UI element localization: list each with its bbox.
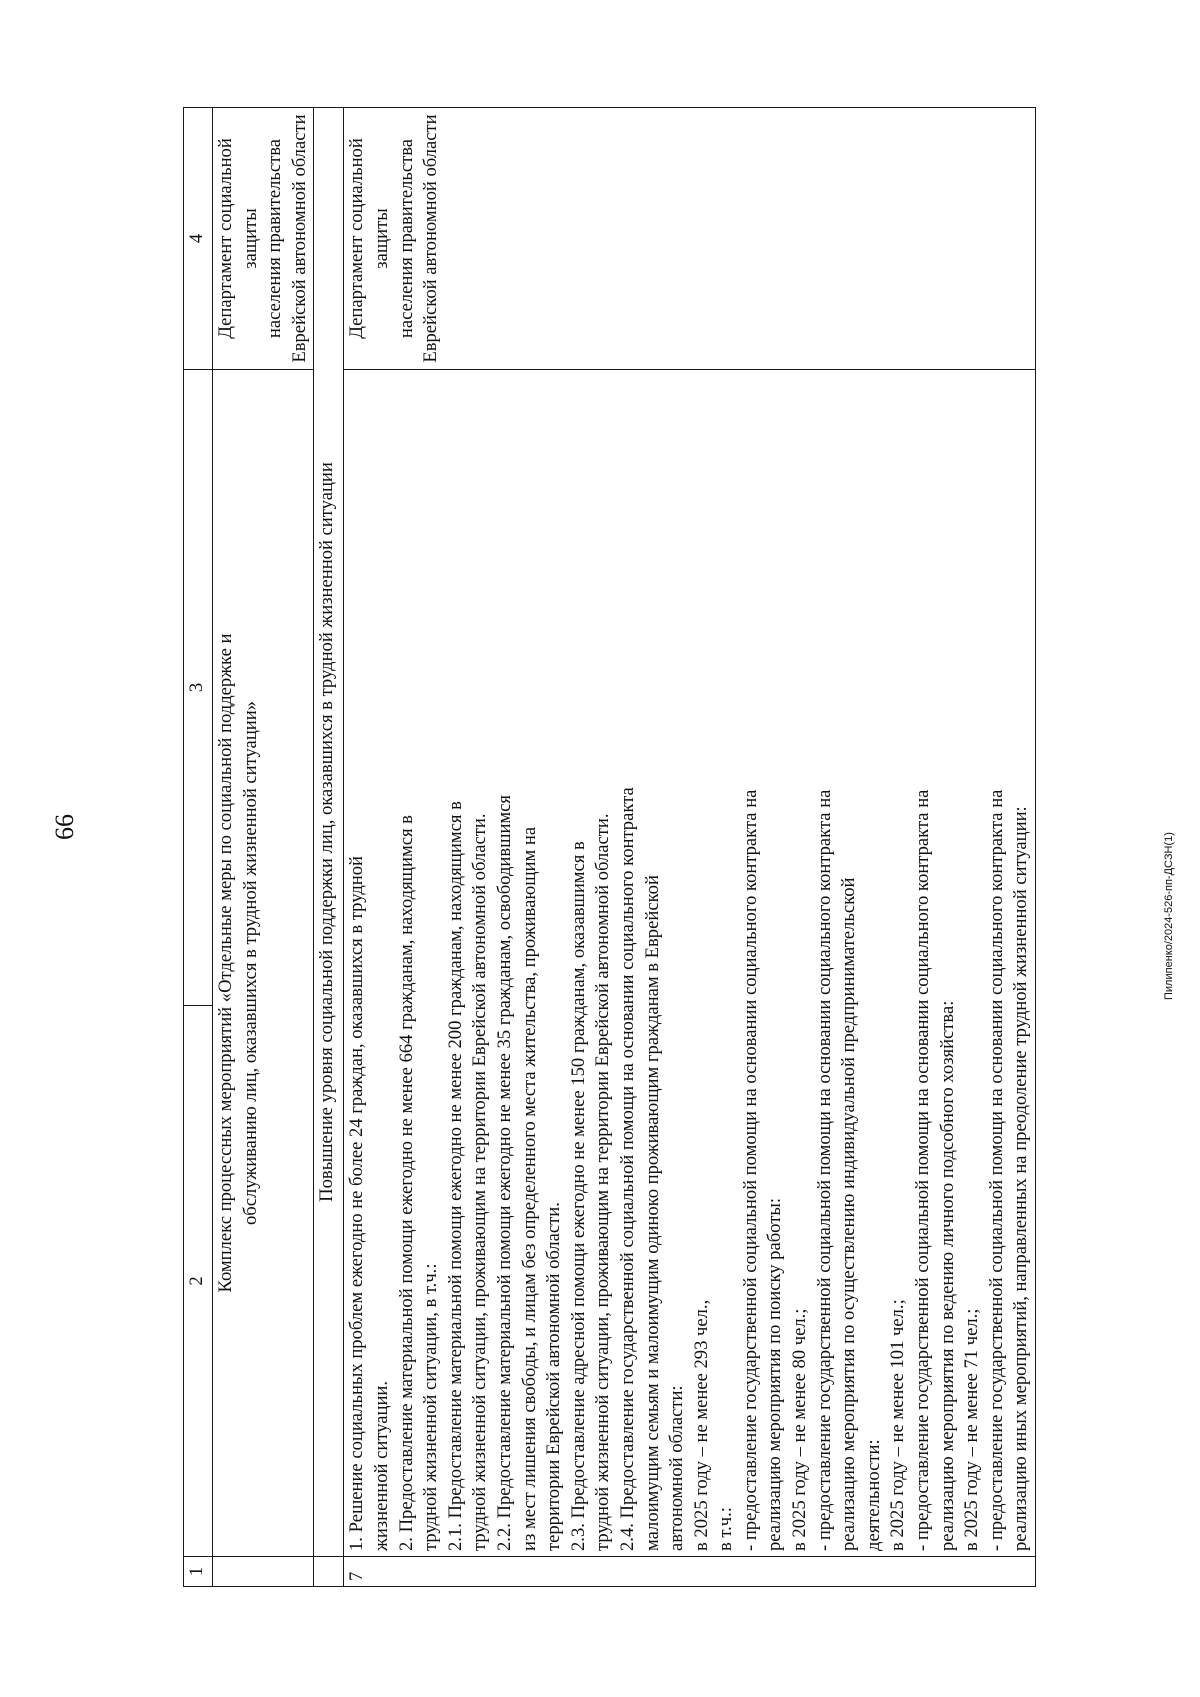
table-header-row — [184, 108, 213, 1587]
program-responsible — [213, 108, 314, 370]
page-number: 66 — [50, 814, 79, 840]
column-number-4: 4 — [184, 108, 213, 370]
responsible-line: Департамент социальной защиты — [215, 138, 261, 339]
content-line: в 2025 году – не менее 80 чел.; — [789, 1308, 811, 1551]
content-line: жизненной ситуации. — [370, 1380, 392, 1551]
row-number: 7 — [344, 1557, 1036, 1587]
content-line: 1. Решение социальных проблем ежегодно не более 24 граждан, оказавшихся в трудной — [346, 855, 368, 1551]
program-title — [213, 370, 314, 1557]
content-line: в 2025 году – не менее 71 чел.; — [961, 1308, 983, 1551]
content-line: - предоставление государственной социальной помощи на основании социального контракта на — [813, 789, 835, 1551]
column-number-1: 1 — [184, 1557, 213, 1587]
content-line: в т.ч.: — [715, 1507, 737, 1551]
responsible-line: Еврейской автономной области — [288, 114, 310, 363]
content-line: 2.2. Предоставление материальной помощи ежегодно не менее 35 гражданам, освободившимся — [493, 795, 515, 1551]
content-line: 2.1. Предоставление материальной помощи ежегодно не менее 200 гражданам, находящимся в — [444, 801, 466, 1551]
content-line: трудной жизненной ситуации, в т.ч.: — [420, 1263, 442, 1551]
measures-table — [183, 107, 1036, 1587]
content-line: реализацию иных мероприятий, направленных на преодоление трудной жизненной ситуации: — [1010, 806, 1032, 1551]
content-line: реализацию мероприятия по ведению личного подсобного хозяйства: — [936, 1000, 958, 1551]
content-line: трудной жизненной ситуации, проживающим на территории Еврейской автономной области. — [592, 813, 614, 1551]
section-row-number-cell — [314, 1557, 344, 1587]
content-line: 2.4. Предоставление государственной социальной помощи на основании социального контракта — [616, 787, 638, 1551]
measures-table-wrapper — [183, 107, 1103, 1587]
content-line: 2.3. Предоставление адресной помощи ежегодно не менее 150 гражданам, оказавшимся в — [567, 841, 589, 1551]
program-title-line: Комплекс процессных мероприятий «Отдельные меры по социальной поддержке и — [215, 633, 236, 1293]
responsible-line: Еврейской автономной области — [420, 114, 442, 363]
content-line: - предоставление государственной социальной помощи на основании социального контракта на — [739, 789, 761, 1551]
section-row — [314, 108, 344, 1587]
content-line: в 2025 году – не менее 293 чел., — [690, 1299, 712, 1551]
content-line: - предоставление государственной социальной помощи на основании социального контракта на — [912, 789, 934, 1551]
program-row — [213, 108, 314, 1587]
content-line: реализацию мероприятия по осуществлению индивидуальной предпринимательской — [838, 877, 860, 1551]
content-line: автономной области: — [666, 1385, 688, 1551]
responsible-line: Департамент социальной защиты — [346, 138, 392, 339]
program-row-number-cell — [213, 1557, 314, 1587]
content-line: деятельности: — [862, 1439, 884, 1551]
responsible-line: населения правительства — [264, 138, 286, 339]
content-line: в 2025 году – не менее 101 чел.; — [887, 1299, 909, 1551]
content-line: - предоставление государственной социальной помощи на основании социального контракта на — [985, 789, 1007, 1551]
content-line: территории Еврейской автономной области. — [543, 1202, 565, 1551]
content-line: из мест лишения свободы, и лицам без определенного места жительства, проживающим на — [518, 826, 540, 1551]
measure-responsible — [344, 108, 1036, 370]
measure-content — [344, 370, 1036, 1557]
responsible-line: населения правительства — [395, 138, 417, 339]
column-number-3: 3 — [184, 370, 213, 1006]
content-line: 2. Предоставление материальной помощи ежегодно не менее 664 гражданам, находящимся в — [395, 815, 417, 1551]
column-number-2: 2 — [184, 1006, 213, 1557]
program-title-line: обслуживанию лиц, оказавшихся в трудной жизненной ситуации» — [239, 701, 261, 1225]
section-title: Повышение уровня социальной поддержки лиц, оказавшихся в трудной жизненной ситуации — [314, 108, 344, 1557]
measure-row — [344, 108, 1036, 1587]
content-line: трудной жизненной ситуации, проживающим на территории Еврейской автономной области. — [469, 813, 491, 1551]
document-footer-code: Пилипенко/2024-526-пп-ДСЗН(1) — [1163, 832, 1175, 1000]
content-line: малоимущим семьям и малоимущим одиноко проживающим гражданам в Еврейской — [641, 875, 663, 1551]
content-line: реализацию мероприятия по поиску работы: — [764, 1197, 786, 1551]
